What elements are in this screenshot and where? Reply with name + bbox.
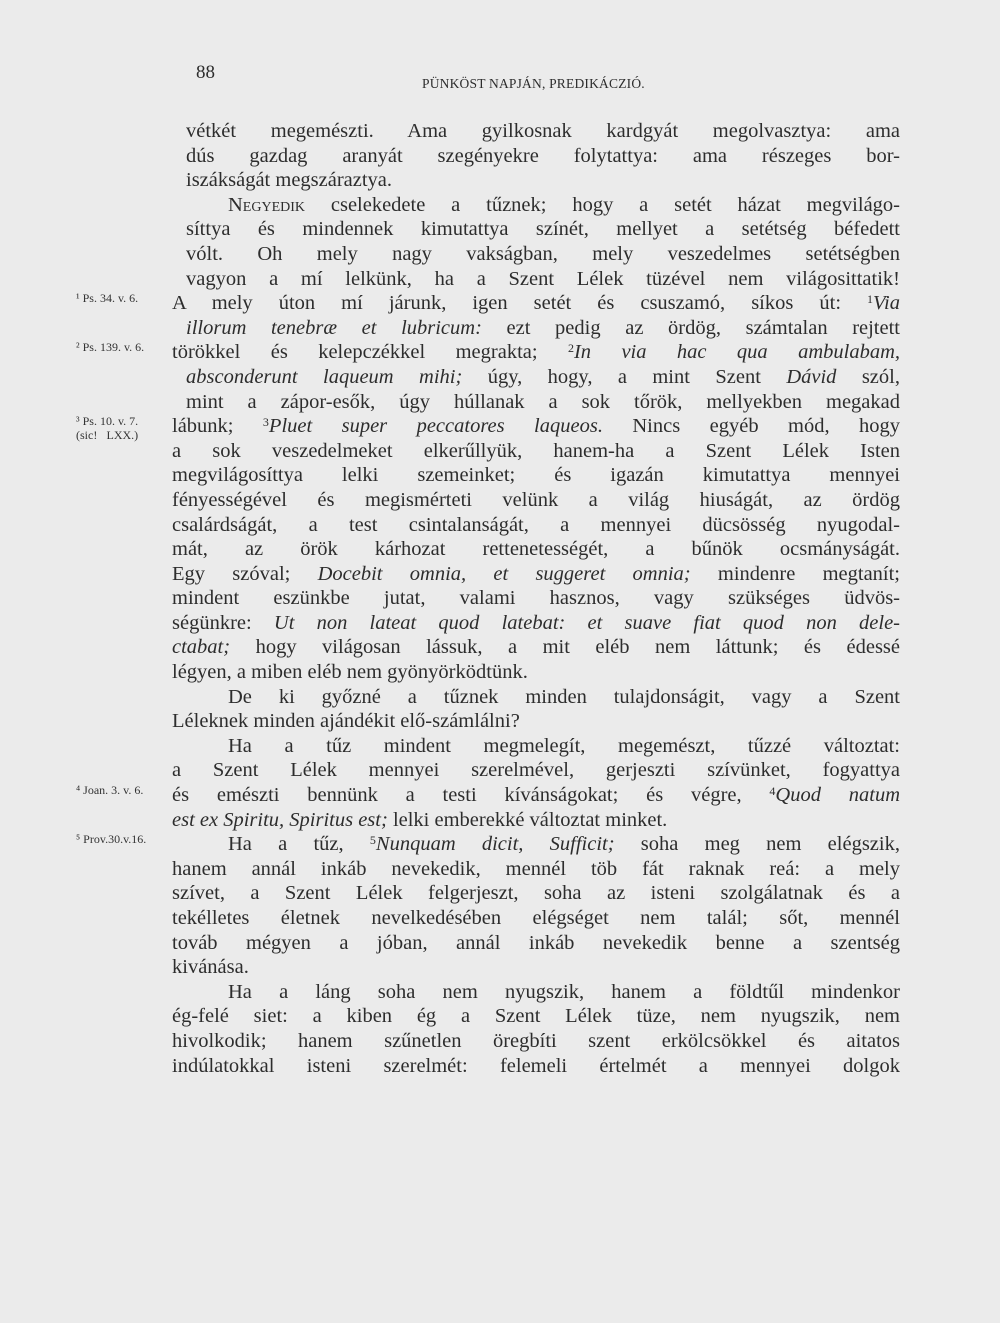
line-text: a Szent Lélek mennyei szerelmével, gerjeszti szívünket, fogyattya: [172, 759, 900, 782]
line-text: hanem annál inkáb nevekedik, mennél töb fát raknak reá: a mely: [172, 857, 900, 880]
text-line: [172, 463, 900, 488]
text-line: [172, 439, 900, 464]
line-text: Ha a láng soha nem nyugszik, hanem a földtűl mindenkor: [228, 980, 900, 1003]
text-line: [172, 242, 900, 267]
text-line: [172, 1029, 900, 1054]
line-text: hivolkodik; hanem szűnetlen öregbíti szent erkölcsökkel és aitatos: [172, 1029, 900, 1052]
line-text: fényességével és megismérteti velünk a világ hiuságát, az ördög: [172, 488, 900, 511]
text-line: [172, 955, 900, 980]
text-line: [172, 586, 900, 611]
line-text: szívet, a Szent Lélek felgerjeszt, soha az isteni szolgálatnak és a: [172, 882, 900, 905]
line-text: dús gazdag aranyát szegényekre folytattya: ama részeges bor-: [186, 144, 900, 167]
line-text: est ex Spiritu, Spiritus est; lelki emberekké változtat minket.: [172, 808, 668, 831]
line-text: mindent eszünkbe jutat, valami hasznos, vagy szükséges üdvös-: [172, 587, 900, 610]
line-text: mát, az örök kárhozat rettenetességét, a bűnök ocsmányságát.: [172, 538, 900, 561]
line-text: síttya és mindennek kimutattya színét, mellyet a setétség béfedett: [186, 218, 900, 241]
text-line: [172, 144, 900, 169]
text-line: [172, 881, 900, 906]
text-line: [172, 980, 900, 1005]
text-line: [172, 365, 900, 390]
line-text: törökkel és kelepczékkel megrakta; $^2$In via hac qua ambulabam,: [172, 341, 900, 364]
text-line: [172, 685, 900, 710]
margin-reference: ⁵ Prov.30.v.16.: [76, 832, 147, 847]
page-number: 88: [196, 62, 215, 83]
margin-reference: ¹ Ps. 34. v. 6.: [76, 291, 139, 306]
text-line: [76, 832, 900, 857]
text-line: [172, 660, 900, 685]
line-text: A mely úton mí járunk, igen setét és csuszamó, síkos út: $^1$Via: [172, 292, 900, 315]
text-line: [172, 217, 900, 242]
text-line: [76, 783, 900, 808]
line-text: Ha a tűz, $^5$Nunquam dicit, Sufficit; soha meg nem elégszik,: [228, 833, 900, 856]
line-text: iszákságát megszáraztya.: [186, 169, 393, 192]
margin-reference: ³ Ps. 10. v. 7. (sic! LXX.): [76, 414, 139, 443]
text-line: [172, 193, 900, 218]
line-text: vétkét megemészti. Ama gyilkosnak kardgyát megolvasztya: ama: [186, 120, 900, 142]
text-line: [172, 267, 900, 292]
line-text: vagyon a mí lelkünk, ha a Szent Lélek tüzével nem világosittatik!: [186, 267, 900, 290]
line-text: Egy szóval; Docebit omnia, et suggeret omnia; mindenre megtanít;: [172, 562, 901, 585]
line-text: kivánása.: [172, 956, 249, 979]
margin-reference: ⁴ Joan. 3. v. 6.: [76, 783, 144, 798]
text-body: [76, 119, 901, 1078]
margin-reference: ² Ps. 139. v. 6.: [76, 340, 145, 355]
line-text: vólt. Oh mely nagy vakságban, mely veszedelmes setétségben: [186, 242, 900, 265]
margin-reference-note: (sic! LXX.): [76, 428, 139, 443]
text-line: [76, 291, 900, 316]
line-text: továb mégyen a jóban, annál inkáb nevekedik benne a szentség: [172, 931, 900, 954]
text-line: [172, 709, 900, 734]
text-line: [172, 488, 900, 513]
line-text: ctabat; hogy világosan lássuk, a mit eléb nem láttunk; és édessé: [172, 636, 900, 659]
text-line: [172, 562, 900, 587]
line-text: a sok veszedelmeket elkerűllyük, hanem-ha a Szent Lélek Isten: [172, 439, 900, 462]
text-line: [172, 734, 900, 759]
text-line: [172, 1054, 900, 1079]
text-line: [172, 758, 900, 783]
text-line: [172, 635, 900, 660]
line-text: megvilágosíttya lelki szemeinket; és igazán kimutattya mennyei: [172, 464, 900, 487]
line-text: légyen, a miben eléb nem gyönyörködtünk.: [172, 661, 528, 684]
line-text: De ki győzné a tűznek minden tulajdonságit, vagy a Szent: [228, 685, 900, 708]
text-line: [172, 513, 900, 538]
text-line: [172, 1004, 900, 1029]
line-text: absconderunt laqueum mihi; úgy, hogy, a mint Szent Dávid szól,: [186, 365, 900, 388]
text-line: [76, 414, 900, 443]
text-line: [172, 119, 900, 144]
line-text: illorum tenebræ et lubricum: ezt pedig az ördög, számtalan rejtett: [186, 316, 900, 339]
text-line: [76, 340, 900, 365]
text-line: [172, 168, 900, 193]
line-text: indúlatokkal isteni szerelmét: felemeli értelmét a mennyei dolgok: [172, 1054, 900, 1077]
text-line: [172, 906, 900, 931]
line-text: Negyedik cselekedete a tűznek; hogy a setét házat megvilágo-: [228, 193, 900, 216]
text-line: [172, 931, 900, 956]
text-line: [172, 537, 900, 562]
line-text: Léleknek minden ajándékit elő-számlálni?: [172, 710, 520, 733]
line-text: csalárdságát, a test csintalanságát, a mennyei dücsösség nyugodal-: [172, 513, 900, 536]
line-text: és emészti bennünk a testi kívánságokat; és végre, $^4$Quod natum: [172, 784, 900, 807]
text-line: [172, 611, 900, 636]
line-text: mint a zápor-esők, úgy húllanak a sok tőrök, mellyekben megakad: [186, 390, 900, 413]
text-line: [172, 808, 900, 833]
line-text: Ha a tűz mindent megmelegít, megemészt, tűzzé változtat:: [228, 734, 900, 757]
line-text: lábunk; $^3$Pluet super peccatores laqueos. Nincs egyéb mód, hogy: [172, 415, 900, 438]
running-head: PÜNKÖST NAPJÁN, PREDIKÁCZIÓ.: [422, 76, 645, 91]
text-line: [172, 857, 900, 882]
line-text: ségünkre: Ut non lateat quod latebat: et suave fiat quod non dele-: [172, 611, 900, 634]
line-text: tekélletes életnek nevelkedésében elégséget nem talál; sőt, mennél: [172, 907, 900, 929]
line-text: ég-felé siet: a kiben ég a Szent Lélek tüze, nem nyugszik, nem: [172, 1005, 900, 1028]
text-line: [172, 316, 900, 341]
text-line: [172, 390, 900, 415]
